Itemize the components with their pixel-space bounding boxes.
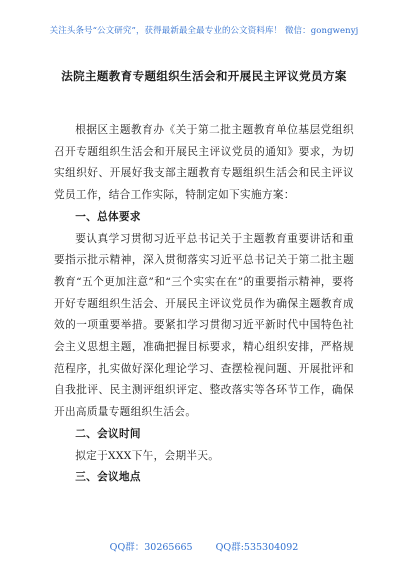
header-banner: 关注头条号“公文研究”，获得最新最全最专业的公文资料库！ 微信：gongwenyj (49, 26, 359, 36)
document-body (54, 120, 354, 489)
footer-qq-group-2: QQ群:535304092 (215, 542, 299, 553)
general-requirements-paragraph: 要认真学习贯彻习近平总书记关于主题教育重要讲话和重要指示批示精神，深入贯彻落实习近平总书记关于第二批主题教育“五个更加注意”和“三个实实在在”的重要指示精神，要将开好专题组织生活会、开展民主评议党员作为确保主题教育成效的一项重要举措。要紧扣学习贯彻习近平新时代中国特色社会主义思想主题，准确把握目标要求，精心组织安排，严格规范程序，扎实做好深化理论学习、查摆检视问题、开展批评和自我批评、民主测评组织评定、整改落实等各环节工作，确保开出高质量专题组织生活会。 (54, 232, 354, 419)
footer-qq-group-1: QQ群：30265665 (109, 542, 193, 553)
meeting-time-paragraph: 拟定于XXX下午，会期半天。 (75, 449, 220, 462)
intro-paragraph: 根据区主题教育办《关于第二批主题教育单位基层党组织召开专题组织生活会和开展民主评议党员的通知》要求，为切实组织好、开展好我支部主题教育专题组织生活会和民主评议党员工作，结合工作实际，特制定如下实施方案： (54, 124, 354, 202)
footer-qq-groups (0, 539, 408, 553)
page-title: 法院主题教育专题组织生活会和开展民主评议党员方案 (61, 69, 347, 83)
section-heading-meeting-time: 二、会议时间 (75, 427, 141, 440)
section-heading-meeting-location: 三、会议地点 (75, 471, 141, 484)
section-heading-general-requirements: 一、总体要求 (75, 210, 141, 223)
